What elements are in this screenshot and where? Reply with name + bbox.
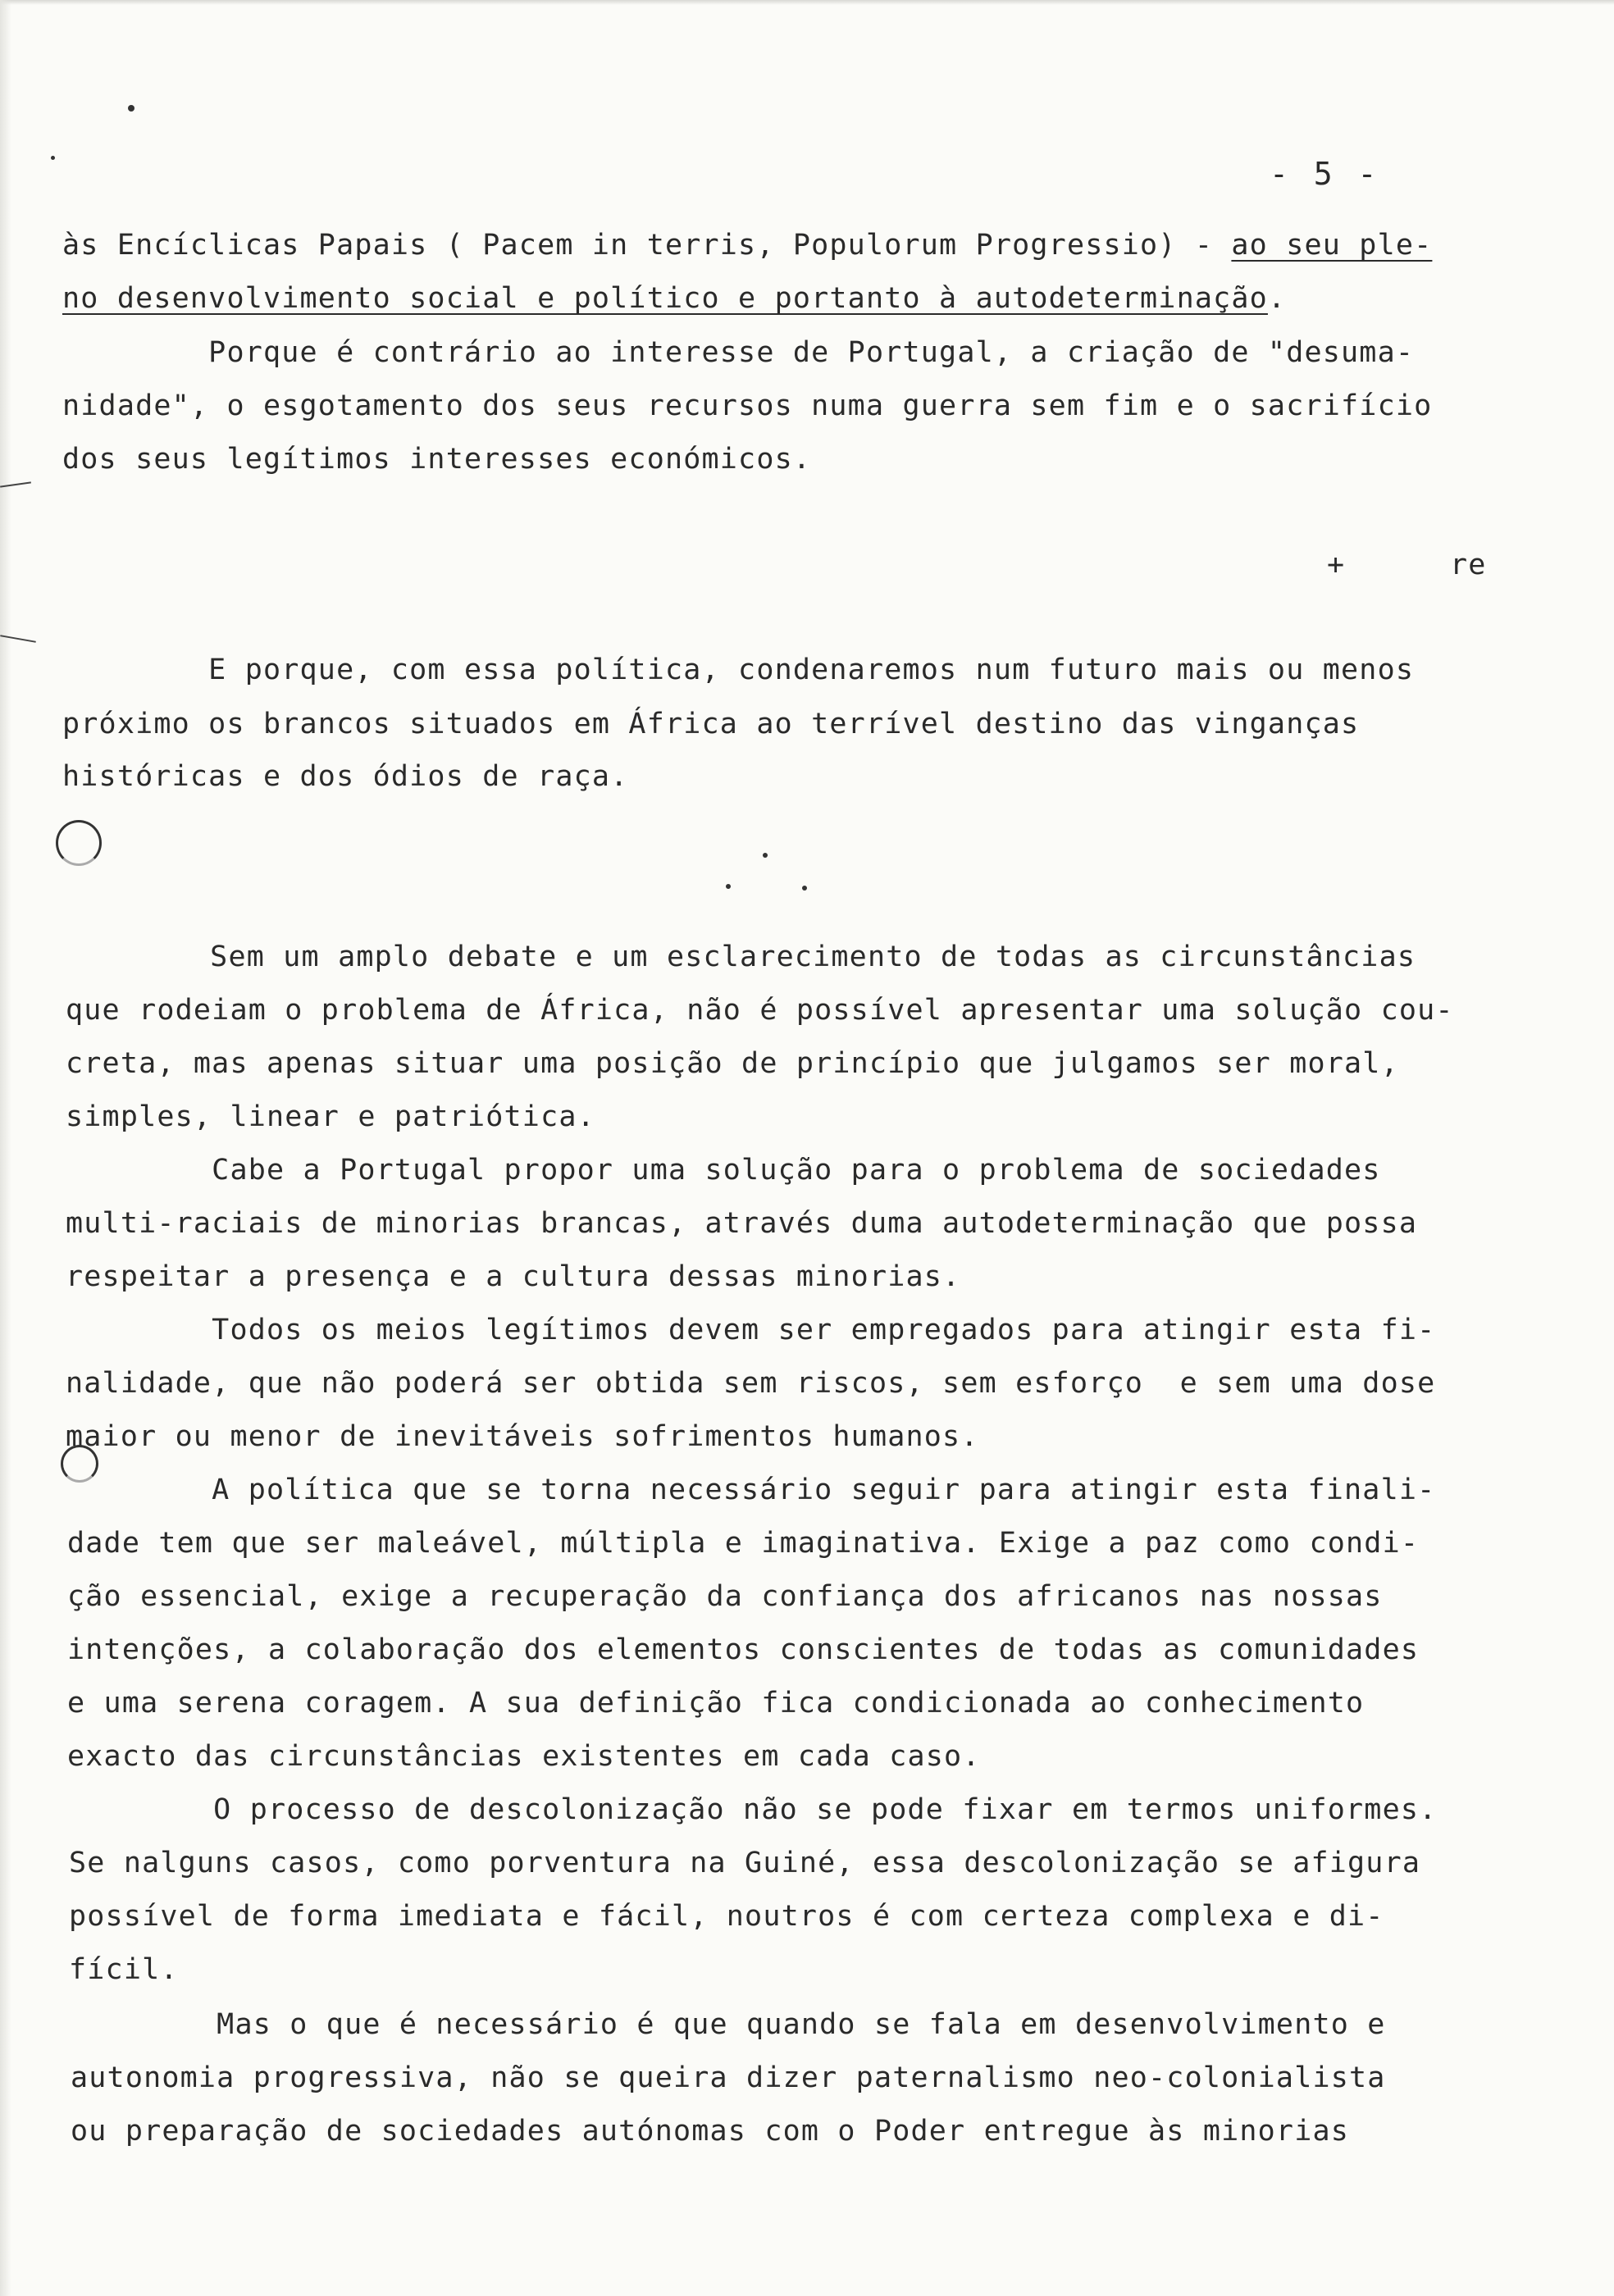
text-line <box>62 445 811 474</box>
text-span: Todos os meios legítimos devem ser empregados para atingir esta fi- <box>66 1314 1436 1346</box>
underlined-text: ao seu ple- <box>1231 229 1433 262</box>
text-span: O processo de descolonização não se pode fixar em termos uniformes. <box>67 1793 1438 1826</box>
underlined-text: no desenvolvimento social e político e portanto à autodeterminação <box>62 282 1268 315</box>
text-line <box>66 996 1454 1025</box>
text-span: maior ou menor de inevitáveis sofrimentos humanos. <box>66 1420 979 1453</box>
text-line <box>67 1793 1438 1826</box>
text-line <box>71 2008 1386 2041</box>
text-line <box>69 1849 1420 1878</box>
text-span: Porque é contrário ao interesse de Portugal, a criação de "desuma- <box>62 336 1415 369</box>
text-span: Mas o que é necessário é que quando se fala em desenvolvimento e <box>71 2008 1386 2041</box>
text-span: autonomia progressiva, não se queira dizer paternalismo neo-colonialista <box>71 2061 1386 2094</box>
text-span: intenções, a colaboração dos elementos conscientes de todas as comunidades <box>67 1633 1420 1666</box>
text-span: . <box>1267 282 1287 315</box>
text-span: Cabe a Portugal propor uma solução para o problema de sociedades <box>66 1154 1381 1187</box>
speck <box>763 853 768 858</box>
text-line <box>62 231 1432 260</box>
text-line <box>64 943 1416 972</box>
text-line <box>66 1207 1418 1240</box>
stray-plus: + <box>1327 549 1346 581</box>
text-span: ou preparação de sociedades autónomas com o Poder entregue às minorias <box>71 2115 1350 2148</box>
text-line <box>66 1369 1435 1398</box>
text-line <box>71 2117 1349 2146</box>
text-span: às Encíclicas Papais ( Pacem in terris, Populorum Progressio) - <box>62 229 1232 262</box>
text-line <box>67 1689 1364 1718</box>
text-span: Sem um amplo debate e um esclarecimento de todas as circunstâncias <box>64 941 1416 973</box>
text-span: possível de forma imediata e fácil, noutros é com certeza complexa e di- <box>69 1900 1384 1933</box>
text-line <box>67 1580 1383 1613</box>
text-line <box>66 1260 961 1293</box>
text-line <box>69 1953 179 1986</box>
scan-top-edge <box>0 0 1614 5</box>
text-line <box>66 1420 979 1453</box>
text-span: nidade", o esgotamento dos seus recursos numa guerra sem fim e o sacrifício <box>62 390 1433 422</box>
text-line <box>66 1476 1435 1505</box>
text-line <box>67 1633 1420 1666</box>
text-span: Se nalguns casos, como porventura na Guiné, essa descolonização se afigura <box>69 1847 1421 1879</box>
text-line <box>62 760 629 793</box>
speck <box>51 156 55 160</box>
scan-left-edge <box>0 0 11 2296</box>
text-span: exacto das circunstâncias existentes em cada caso. <box>67 1740 981 1773</box>
text-span: e uma serena coragem. A sua definição fica condicionada ao conhecimento <box>67 1687 1365 1720</box>
text-span: fícil. <box>69 1953 179 1986</box>
text-line <box>67 1529 1419 1558</box>
text-line <box>69 1902 1384 1931</box>
text-line <box>62 336 1415 369</box>
text-span: próximo os brancos situados em África ao terrível destino das vinganças <box>62 708 1360 740</box>
text-line <box>67 1742 981 1771</box>
text-span: simples, linear e patriótica. <box>66 1100 595 1133</box>
text-line <box>62 392 1432 421</box>
text-span: creta, mas apenas situar uma posição de princípio que julgamos ser moral, <box>66 1047 1399 1080</box>
text-line <box>62 656 1414 685</box>
text-line <box>66 1156 1381 1185</box>
speck <box>726 884 731 889</box>
text-span: respeitar a presença e a cultura dessas minorias. <box>66 1260 961 1293</box>
text-line <box>66 1316 1435 1345</box>
text-line <box>71 2061 1386 2094</box>
text-line <box>66 1100 595 1133</box>
text-span: E porque, com essa política, condenaremos num futuro mais ou menos <box>62 654 1415 686</box>
punch-hole-mark <box>56 820 102 866</box>
text-span: históricas e dos ódios de raça. <box>62 760 629 793</box>
text-line <box>62 282 1287 315</box>
text-span: nalidade, que não poderá ser obtida sem riscos, sem esforço e sem uma dose <box>66 1367 1436 1400</box>
text-span: dos seus legítimos interesses económicos. <box>62 443 812 476</box>
text-span: A política que se torna necessário seguir para atingir esta finali- <box>66 1474 1436 1506</box>
text-line <box>66 1047 1399 1080</box>
text-span: dade tem que ser maleável, múltipla e imaginativa. Exige a paz como condi- <box>67 1527 1420 1560</box>
speck <box>802 886 807 891</box>
speck <box>128 105 134 112</box>
text-line <box>62 710 1359 739</box>
text-span: multi-raciais de minorias brancas, através duma autodeterminação que possa <box>66 1207 1418 1240</box>
page-number: - 5 - <box>1270 156 1380 192</box>
stray-text: re <box>1450 549 1487 581</box>
text-span: ção essencial, exige a recuperação da confiança dos africanos nas nossas <box>67 1580 1383 1613</box>
text-span: que rodeiam o problema de África, não é possível apresentar uma solução cou- <box>66 994 1454 1027</box>
